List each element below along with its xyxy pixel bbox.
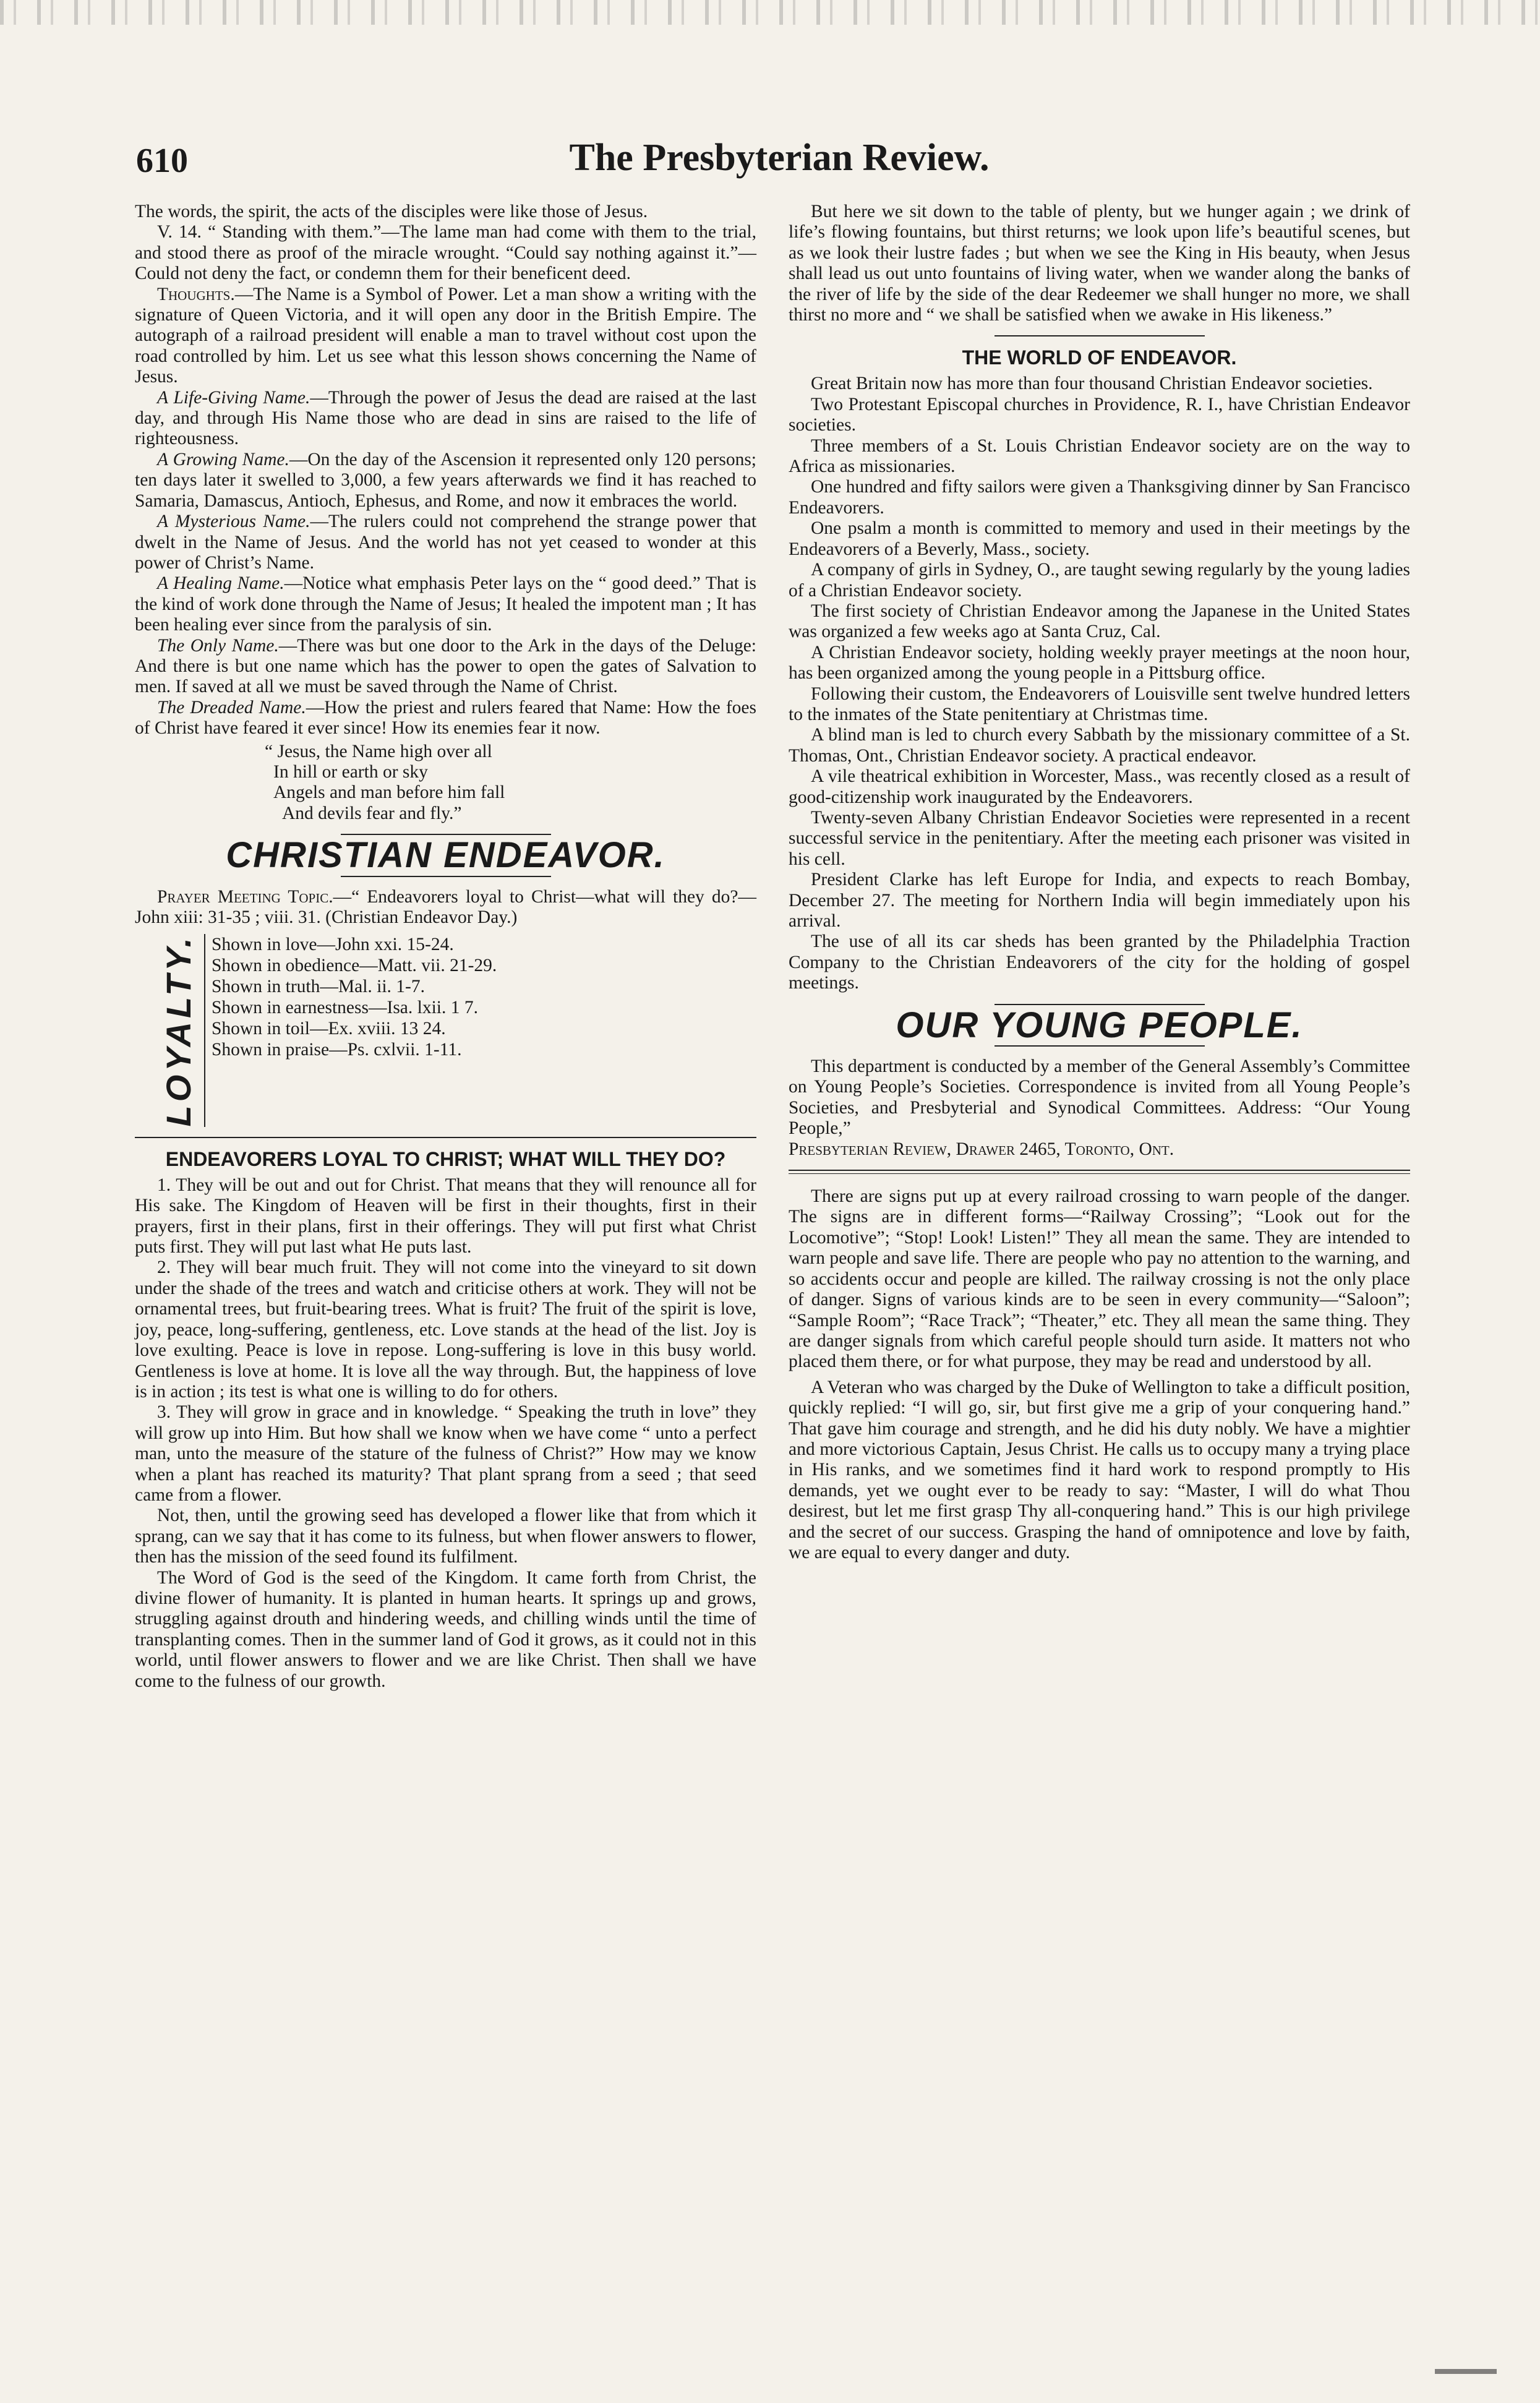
run-in-heading: A Life-Giving Name. [157, 387, 310, 408]
run-in-heading: Prayer Meeting Topic. [157, 886, 333, 907]
department-note: This department is conducted by a member of the General Assembly’s Committee on Young People’s Societies. Correspondence is invited from all Young People’s Societies, and Presbyterial and Synodical Committees. Address: “Our Young People,” [789, 1056, 1410, 1139]
news-item: Great Britain now has more than four thousand Christian Endeavor societies. [811, 374, 1373, 394]
run-in-heading: A Growing Name. [157, 449, 289, 469]
run-in-heading: A Healing Name. [157, 573, 284, 594]
article-paragraph: 3. They will grow in grace and in knowledge. “ Speaking the truth in love” they will grow up into Him. But how shall we know when we have come “ unto a perfect man, unto the measure of the stature of the fulness of Christ?” How may we know when a plant has reached its maturity? That plant sprang from a seed ; that seed came from a flower. [135, 1402, 756, 1505]
article-paragraph: The Word of God is the seed of the Kingdom. It came forth from Christ, the divine flower of humanity. It is planted in human hearts. It springs up and grows, struggling against drouth and hindering weeds, and chilling winds until the time of transplanting comes. Then in the summer land of God it grows, as it could not in this world, until flower answers to flower and we are like Christ. Then shall we have come to the fulness of our growth. [135, 1567, 756, 1691]
lesson-paragraph [135, 573, 756, 635]
article-paragraph: But here we sit down to the table of plenty, but we hunger again ; we drink of life’s flowing fountains, but thirst returns; we look upon life’s beautiful scenes, but as we look their lustre fades ; but when we see the King in His beauty, when Jesus shall lead us out unto fountains of living water, when we wander along the banks of the river of life by the side of the dear Redeemer we shall hunger no more, we shall thirst no more and “ we shall be satisfied when we awake in His likeness.” [789, 202, 1410, 325]
run-in-text: —How the priest and rulers feared that Name: How the foes of Christ have feared it ever since! How its enemies fear it now. [135, 697, 756, 739]
loyalty-item: Shown in earnestness—Isa. lxii. 1 7. [212, 998, 478, 1018]
page-header [136, 136, 1422, 179]
article-paragraph: Not, then, until the growing seed has developed a flower like that from which it sprang, can we say that it has come to its fulness, but when flower answers to flower, then has the mission of the seed found its fulfilment. [135, 1506, 756, 1567]
news-item: A company of girls in Sydney, O., are taught sewing regularly by the young ladies of a Christian Endeavor society. [789, 560, 1410, 601]
article-paragraph: 2. They will bear much fruit. They will not come into the vineyard to sit down under the shade of the trees and watch and criticise others at work. They will not be ornamental trees, but fruit-bearing trees. What is fruit? The fruit of the spirit is love, joy, peace, long-suffering, gentleness, etc. Love stands at the head of the list. Joy is love exulting. Peace is love in repose. Long-suffering is love in this busy world. Gentleness is love at home. It is love all the way through. But, the happiness of love is in action ; its test is what one is willing to do for others. [135, 1257, 756, 1402]
loyalty-item: Shown in love—John xxi. 15-24. [212, 935, 454, 955]
article-paragraph: 1. They will be out and out for Christ. That means that they will renounce all for His sake. The Kingdom of Heaven will be first in their thoughts, first in their prayers, first in their plans, first in their offerings. They will put first what Christ puts first. They will put last what He puts last. [135, 1175, 756, 1257]
news-item: A blind man is led to church every Sabbath by the missionary committee of a St. Thomas, Ont., Christian Endeavor society. A practical endeavor. [789, 725, 1410, 766]
loyalty-item: Shown in truth—Mal. ii. 1-7. [212, 977, 425, 997]
left-column [135, 202, 756, 1692]
news-item: President Clarke has left Europe for India, and expects to reach Bombay, December 27. The meeting for Northern India will begin immediately upon his arrival. [789, 870, 1410, 931]
lesson-paragraph: V. 14. “ Standing with them.”—The lame man had come with them to the trial, and stood there as proof of the miracle wrought. “Could say nothing against it.”—Could not deny the fact, or condemn them for their beneficent deed. [135, 222, 756, 284]
run-in-heading: The Dreaded Name. [157, 697, 306, 717]
verse-line: “ Jesus, the Name high over all [265, 741, 492, 761]
loyalty-word: LOYALTY. [159, 934, 199, 1127]
news-item: Twenty-seven Albany Christian Endeavor Societies were represented in a recent successful service in the penitentiary. After the meeting each prisoner was visited in his cell. [789, 807, 1410, 869]
run-in-heading: A Mysterious Name. [157, 512, 310, 532]
section-divider [995, 1045, 1205, 1047]
loyal-endeavorers-heading: ENDEAVORERS LOYAL TO CHRIST; WHAT WILL THEY DO? [165, 1147, 726, 1170]
department-address [789, 1139, 1410, 1160]
news-item: Following their custom, the Endeavorers of Louisville sent twelve hundred letters to the inmates of the State penitentiary at Christmas time. [789, 683, 1410, 724]
lesson-paragraph [135, 698, 756, 739]
run-in-text: —There was but one door to the Ark in the days of the Deluge: And there is but one name which has the power to open the gates of Salvation to men. If saved at all we must be saved through the Name of Christ. [135, 635, 756, 697]
loyalty-item: Shown in praise—Ps. cxlvii. 1-11. [212, 1040, 462, 1060]
lesson-paragraph [135, 636, 756, 698]
loyalty-box [157, 934, 756, 1126]
news-item: A vile theatrical exhibition in Worcester, Mass., was recently closed as a result of good-citizenship work inaugurated by the Endeavorers. [789, 766, 1410, 807]
news-item: One psalm a month is committed to memory and used in their meetings by the Endeavorers of a Beverly, Mass., society. [789, 518, 1410, 559]
run-in-text: —Notice what emphasis Peter lays on the “ good deed.” That is the kind of work done through the Name of Jesus; It healed the impotent man ; It has been healing ever since from the paralysis of sin. [135, 573, 757, 635]
section-divider [341, 876, 551, 877]
scan-mark [1435, 2369, 1497, 2374]
run-in-heading: The Only Name. [157, 635, 279, 656]
article-paragraph: There are signs put up at every railroad crossing to warn people of the danger. The signs are in different forms—“Railway Crossing”; “Look out for the Locomotive”; “Stop! Look! Listen!” They all mean the same. They are intended to warn people and save life. There are people who pay no attention to the warning, and so accidents occur and people are killed. The railway crossing is not the only place of danger. Signs of various kinds are to be seen in every community—“Saloon”; “Sample Room”; “Race Track”; “Theater,” etc. They all mean the same thing. They are danger signals from which careful people should turn aside. It matters not who placed them there, or for what purpose, they may be read and understood by all. [789, 1186, 1410, 1372]
run-in-text: —The Name is a Symbol of Power. Let a man show a writing with the signature of Queen Victoria, and it will open any door in the British Empire. The autograph of a railroad president will enable a man to travel without cost upon the road controlled by him. Let us see what this lesson shows concerning the Name of Jesus. [135, 284, 756, 387]
scan-edge [0, 0, 1540, 25]
run-in-text: —Through the power of Jesus the dead are raised at the last day, and through His Name those who are dead in sins are raised to the life of righteousness. [135, 387, 756, 449]
news-item: The first society of Christian Endeavor among the Japanese in the United States was organized a few weeks ago at Santa Cruz, Cal. [789, 601, 1410, 642]
double-rule [789, 1170, 1410, 1174]
run-in-text: —The rulers could not comprehend the strange power that dwelt in the Name of Jesus. And the world has not yet ceased to wonder at this power of Christ’s Name. [135, 512, 757, 573]
lesson-paragraph [135, 388, 756, 450]
loyalty-item: Shown in toil—Ex. xviii. 13 24. [212, 1019, 446, 1039]
loyalty-label [157, 934, 200, 1126]
lesson-paragraph [135, 450, 756, 512]
our-young-people-heading: OUR YOUNG PEOPLE. [896, 1004, 1303, 1045]
news-item: A Christian Endeavor society, holding weekly prayer meetings at the noon hour, has been organized among the young people in a Pittsburg office. [789, 642, 1410, 683]
section-divider [135, 1137, 756, 1138]
hymn-verse [265, 742, 756, 825]
loyalty-list [204, 934, 497, 1126]
masthead: The Presbyterian Review. [569, 137, 990, 179]
christian-endeavor-heading: CHRISTIAN ENDEAVOR. [226, 835, 665, 876]
page-number: 610 [136, 142, 188, 180]
world-of-endeavor-heading: THE WORLD OF ENDEAVOR. [962, 346, 1237, 369]
loyalty-item: Shown in obedience—Matt. vii. 21-29. [212, 956, 497, 976]
prayer-topic [135, 887, 756, 928]
run-in-text: —“ Endeavorers loyal to Christ—what will they do?—John xiii: 31-35 ; viii. 31. (Christian Endeavor Day.) [135, 886, 756, 927]
verse-line: In hill or earth or sky [273, 761, 428, 782]
news-item: Three members of a St. Louis Christian Endeavor society are on the way to Africa as missionaries. [789, 435, 1410, 477]
section-divider [995, 335, 1205, 336]
article-paragraph: A Veteran who was charged by the Duke of Wellington to take a difficult position, quickly replied: “I will go, sir, but first give me a grip of your conquering hand.” That gave him courage and strength, and he did his duty nobly. We have a mightier and more victorious Captain, Jesus Christ. He calls us to occupy many a trying place in His ranks, and we sometimes find it hard work to respond promptly to His demands, yet we ought ever to be ready to say: “Master, I will do what Thou desirest, but let me first grasp Thy all-conquering hand.” This is our high privilege and the secret of our success. Grasping the hand of omnipotence and love by faith, we are equal to every danger and duty. [789, 1377, 1410, 1562]
run-in-text: —On the day of the Ascension it represented only 120 persons; ten days later it swelled to 3,000, a few years afterwards we find it has reached to Samaria, Damascus, Antioch, Ephesus, and Rome, and now it embraces the world. [135, 449, 756, 511]
address-text: Presbyterian Review, Drawer 2465, Toronto, Ont. [789, 1139, 1174, 1159]
spacer [789, 1373, 1410, 1377]
run-in-heading: Thoughts. [157, 284, 235, 304]
news-item: The use of all its car sheds has been granted by the Philadelphia Traction Company to the Christian Endeavorers of the city for the holding of gospel meetings. [789, 932, 1410, 993]
lesson-paragraph [135, 285, 756, 388]
verse-line: And devils fear and fly.” [282, 803, 462, 823]
right-column [789, 202, 1410, 1563]
news-item: Two Protestant Episcopal churches in Providence, R. I., have Christian Endeavor societies. [789, 394, 1410, 435]
lesson-paragraph: The words, the spirit, the acts of the disciples were like those of Jesus. [135, 202, 648, 221]
news-item: One hundred and fifty sailors were given a Thanksgiving dinner by San Francisco Endeavorers. [789, 477, 1410, 518]
lesson-paragraph [135, 512, 756, 573]
verse-line: Angels and man before him fall [273, 782, 505, 803]
